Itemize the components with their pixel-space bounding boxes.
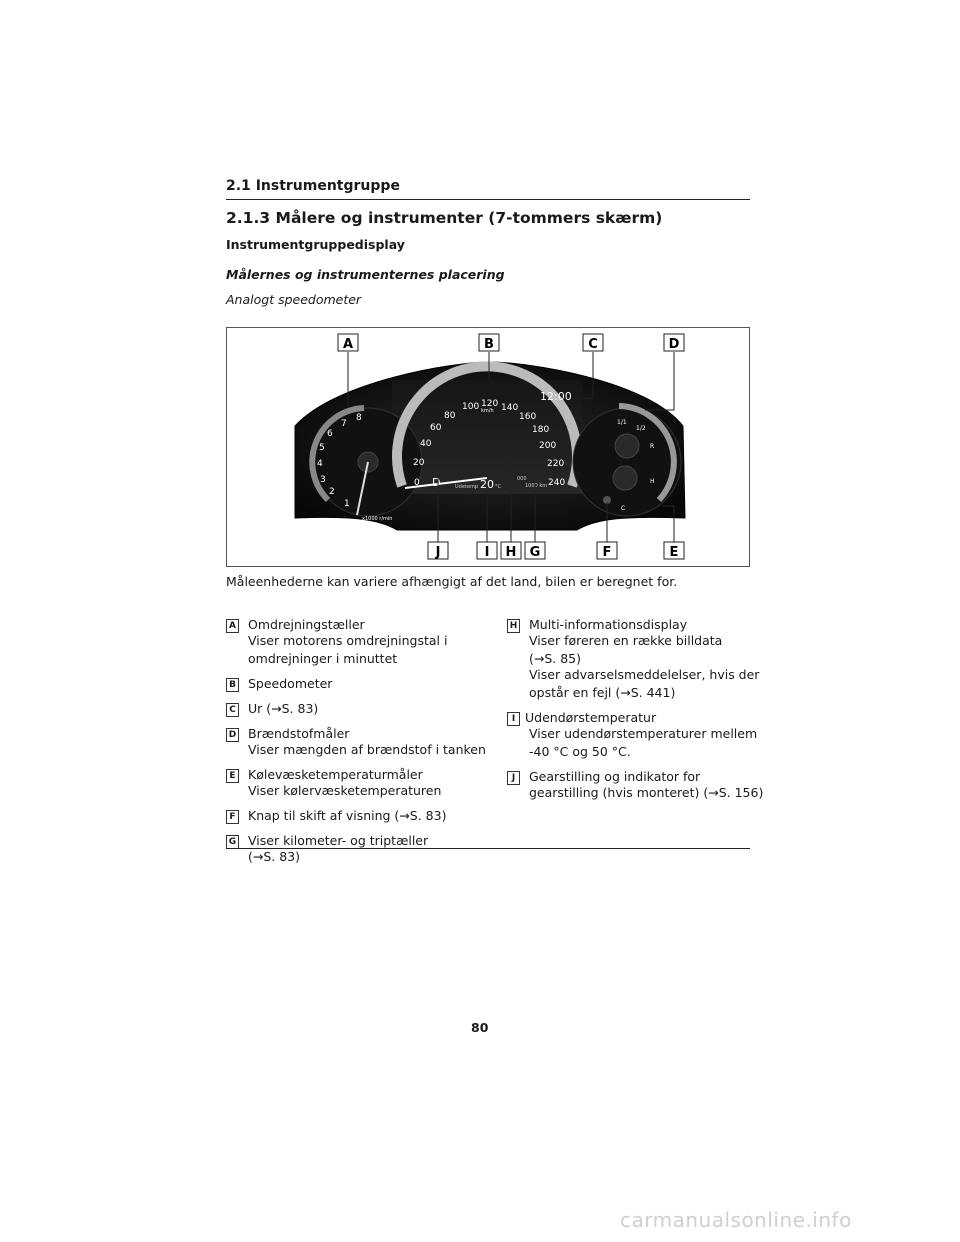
legend-left-column bbox=[226, 617, 486, 874]
section-header bbox=[226, 178, 750, 194]
speed-tick: 180 bbox=[532, 425, 550, 435]
legend-key: C bbox=[226, 703, 239, 717]
rpm-tick: 4 bbox=[317, 459, 323, 469]
rpm-tick: 2 bbox=[329, 487, 335, 497]
legend-entry-e bbox=[226, 767, 476, 799]
legend-entry-h bbox=[507, 617, 760, 701]
coolant-mark: C bbox=[621, 505, 626, 512]
fuel-mark: 1/1 bbox=[617, 419, 627, 426]
legend-line: (→S. 85) bbox=[529, 651, 582, 666]
callout-d bbox=[664, 334, 684, 352]
figure-subtitle: Analogt speedometer bbox=[226, 292, 362, 307]
heading-number: 2.1.3 bbox=[226, 209, 271, 227]
callout-label: A bbox=[342, 337, 354, 352]
speed-tick: 100 bbox=[462, 402, 480, 412]
legend-key: G bbox=[226, 835, 239, 849]
rpm-tick: 6 bbox=[327, 429, 333, 439]
gear-indicator: D bbox=[432, 476, 441, 489]
legend-line: Viser advarselsmeddelelser, hvis der bbox=[529, 667, 760, 682]
legend-entry-a bbox=[226, 617, 476, 667]
legend-line: opstår en fejl (→S. 441) bbox=[529, 685, 676, 700]
legend-line: -40 °C og 50 °C. bbox=[529, 744, 631, 759]
heading-title: Målere og instrumenter (7-tommers skærm) bbox=[275, 209, 663, 227]
callout-b bbox=[479, 334, 499, 352]
rpm-tick: 8 bbox=[356, 413, 362, 423]
section-number: 2.1 bbox=[226, 178, 251, 194]
legend-line: Kølevæsketemperaturmåler bbox=[248, 767, 423, 782]
callouts-top bbox=[338, 334, 684, 352]
legend-line: Gearstilling og indikator for bbox=[529, 769, 701, 784]
fuel-mark: 1/2 bbox=[636, 425, 646, 432]
coolant-mark: H bbox=[650, 478, 655, 485]
legend-line: Speedometer bbox=[248, 676, 333, 691]
legend-line: Omdrejningstæller bbox=[248, 617, 365, 632]
instrument-cluster-figure bbox=[226, 327, 750, 567]
legend-line: Multi-informationsdisplay bbox=[529, 617, 688, 632]
page-number: 80 bbox=[471, 1020, 489, 1035]
speed-unit: km/h bbox=[481, 408, 494, 414]
odometer-value: 000 bbox=[517, 476, 527, 482]
callout-label: F bbox=[602, 545, 612, 560]
rpm-tick: 1 bbox=[344, 499, 350, 509]
rpm-tick: 5 bbox=[319, 443, 325, 453]
legend-line: Viser motorens omdrejningstal i bbox=[248, 633, 448, 648]
legend-line: Brændstofmåler bbox=[248, 726, 350, 741]
legend-line: Ur (→S. 83) bbox=[248, 701, 319, 716]
legend-entry-g bbox=[226, 833, 476, 865]
callout-label: E bbox=[669, 545, 679, 560]
legend-entry-b bbox=[226, 676, 476, 692]
speed-tick: 220 bbox=[547, 459, 565, 469]
legend-key: J bbox=[507, 771, 520, 785]
callout-label: B bbox=[484, 337, 494, 352]
legend-entry-d bbox=[226, 726, 486, 758]
legend-entry-j bbox=[507, 769, 764, 801]
legend-key: E bbox=[226, 769, 239, 783]
legend-key: A bbox=[226, 619, 239, 633]
callout-h bbox=[501, 542, 521, 560]
legend-line: Viser føreren en række billdata bbox=[529, 633, 723, 648]
callout-c bbox=[583, 334, 603, 352]
callout-label: C bbox=[588, 337, 598, 352]
rpm-tick: 3 bbox=[320, 475, 326, 485]
figure-caption: Måleenhederne kan variere afhængigt af det land, bilen er beregnet for. bbox=[226, 574, 678, 589]
watermark: carmanualsonline.info bbox=[620, 1208, 852, 1232]
bottom-divider bbox=[226, 848, 750, 849]
legend-line: Udendørstemperatur bbox=[525, 710, 657, 725]
clock-readout: 12:00 bbox=[540, 390, 572, 403]
legend-line: Viser kølervæsketemperaturen bbox=[248, 783, 442, 798]
temp-unit: °C bbox=[495, 484, 501, 490]
legend-line: Knap til skift af visning (→S. 83) bbox=[248, 808, 447, 823]
speed-tick: 60 bbox=[430, 423, 442, 433]
callouts-bottom bbox=[428, 542, 684, 560]
speed-tick: 0 bbox=[414, 478, 420, 488]
callout-label: J bbox=[435, 545, 441, 560]
callout-label: D bbox=[668, 337, 680, 352]
legend-line: Viser kilometer- og triptæller bbox=[248, 833, 429, 848]
legend-entry-c bbox=[226, 701, 476, 717]
speed-tick: 200 bbox=[539, 441, 557, 451]
callout-g bbox=[525, 542, 545, 560]
speed-tick: 80 bbox=[444, 411, 456, 421]
callout-label: H bbox=[505, 545, 517, 560]
subheading: Instrumentgruppedisplay bbox=[226, 237, 405, 252]
speed-tick: 20 bbox=[413, 458, 425, 468]
legend-right-column bbox=[507, 617, 764, 810]
callout-e bbox=[664, 542, 684, 560]
rpm-tick: 7 bbox=[341, 419, 347, 429]
callout-f bbox=[597, 542, 617, 560]
fuel-mark: R bbox=[650, 443, 655, 450]
speed-tick: 240 bbox=[548, 478, 566, 488]
section-divider bbox=[226, 199, 750, 200]
page-heading bbox=[226, 209, 662, 227]
legend-key: B bbox=[226, 678, 239, 692]
outside-temp-value: 20 bbox=[480, 478, 494, 491]
speed-tick: 120 bbox=[481, 399, 499, 409]
outside-temp-label: Udetemp bbox=[455, 484, 478, 490]
speed-tick: 160 bbox=[519, 412, 537, 422]
legend-key: F bbox=[226, 810, 239, 824]
rpm-unit: x1000 r/min bbox=[362, 516, 393, 522]
subsubheading: Målernes og instrumenternes placering bbox=[226, 267, 505, 282]
odometer-unit: 1000 km bbox=[525, 483, 548, 489]
speed-tick: 40 bbox=[420, 439, 432, 449]
callout-label: G bbox=[529, 545, 541, 560]
speed-tick: 140 bbox=[501, 403, 519, 413]
legend-line: omdrejninger i minuttet bbox=[248, 651, 398, 666]
legend-key: I bbox=[507, 712, 520, 726]
callout-a bbox=[338, 334, 358, 352]
legend-line: Viser mængden af brændstof i tanken bbox=[248, 742, 486, 757]
legend-entry-i bbox=[507, 710, 758, 760]
section-title: Instrumentgruppe bbox=[255, 178, 400, 194]
callout-i bbox=[477, 542, 497, 560]
legend-line: gearstilling (hvis monteret) (→S. 156) bbox=[529, 785, 764, 800]
callout-j bbox=[428, 542, 448, 560]
legend-entry-f bbox=[226, 808, 476, 824]
legend-key: H bbox=[507, 619, 520, 633]
legend-key: D bbox=[226, 728, 239, 742]
instrument-cluster-illustration bbox=[227, 328, 749, 566]
legend-line: (→S. 83) bbox=[248, 849, 301, 864]
legend-line: Viser udendørstemperaturer mellem bbox=[529, 726, 758, 741]
callout-label: I bbox=[484, 545, 490, 560]
